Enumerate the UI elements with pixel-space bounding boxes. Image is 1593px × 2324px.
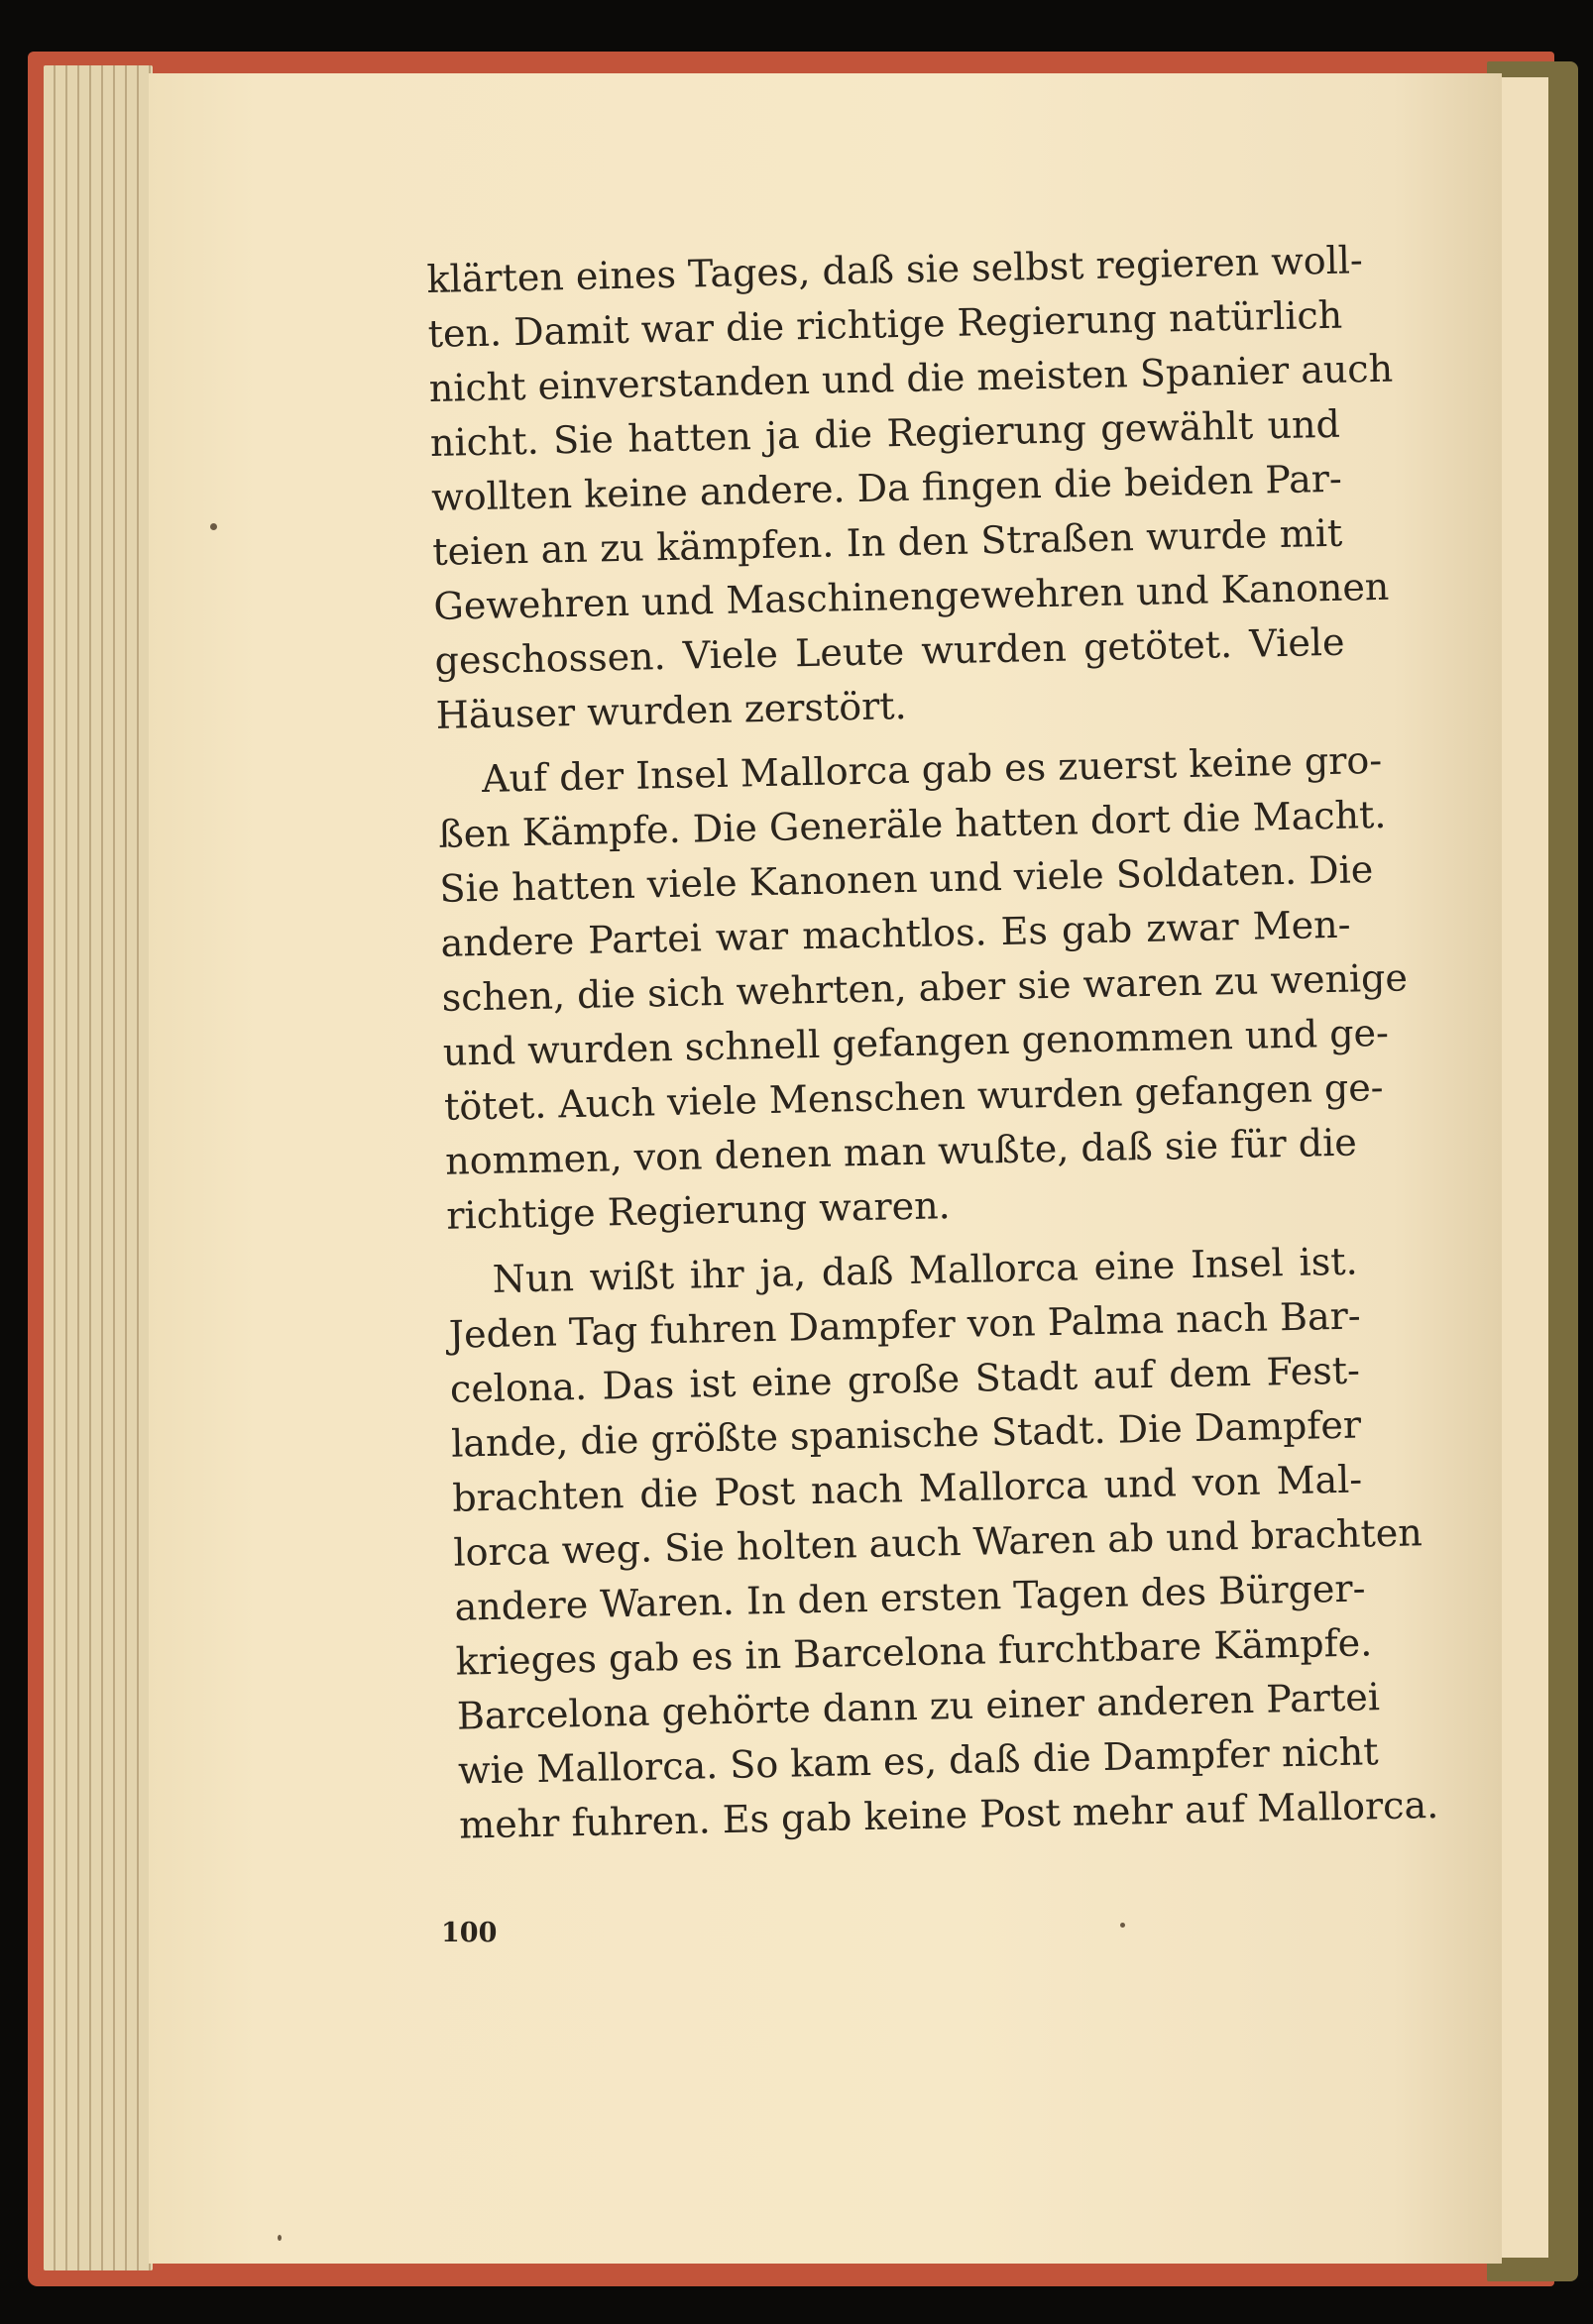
text-line: brachten die Post nach Mallorca und von Mal- xyxy=(451,1457,1363,1520)
text-line: geschossen. Viele Leute wurden getötet. Viele xyxy=(434,619,1345,683)
text-line: lorca weg. Sie holten auch Waren ab und brachten xyxy=(453,1510,1423,1575)
text-line: tötet. Auch viele Menschen wurden gefangen ge- xyxy=(443,1064,1384,1129)
text-line: wollten keine andere. Da fingen die beiden Par- xyxy=(430,456,1343,519)
text-line: ßen Kämpfe. Die Generäle hatten dort die Macht. xyxy=(437,792,1387,856)
paper-speck xyxy=(1120,1923,1125,1928)
text-line: Nun wißt ihr ja, daß Mallorca eine Insel ist. xyxy=(492,1239,1358,1301)
text-line: nicht einverstanden und die meisten Spanier auch xyxy=(428,346,1394,410)
page-text xyxy=(426,234,1439,1863)
paragraph-3 xyxy=(447,1235,1439,1853)
text-line: andere Partei war machtlos. Es gab zwar Men- xyxy=(440,902,1351,965)
text-line: wie Mallorca. So kam es, daß die Dampfer nicht xyxy=(457,1729,1379,1793)
text-line: teien an zu kämpfen. In den Straßen wurde mit xyxy=(431,510,1343,574)
text-line: Gewehren und Maschinengewehren und Kanonen xyxy=(433,564,1390,628)
text-line: ten. Damit war die richtige Regierung natürlich xyxy=(427,292,1343,356)
text-line: schen, die sich wehrten, aber sie waren zu wenige xyxy=(441,955,1409,1020)
text-line: Sie hatten viele Kanonen und viele Soldaten. Die xyxy=(438,847,1374,911)
text-line: krieges gab es in Barcelona furchtbare Kämpfe. xyxy=(455,1620,1373,1684)
text-line: und wurden schnell gefangen genommen und ge- xyxy=(442,1010,1390,1074)
text-line: Häuser wurden zerstört. xyxy=(435,683,908,737)
facing-page-edge xyxy=(1495,77,1548,2258)
paper-speck xyxy=(210,523,217,530)
text-line: Auf der Insel Mallorca gab es zuerst keine gro- xyxy=(481,737,1383,801)
text-line: Barcelona gehörte dann zu einer anderen Partei xyxy=(456,1675,1381,1738)
text-line: andere Waren. In den ersten Tagen des Bürger- xyxy=(454,1566,1366,1629)
text-line: lande, die größte spanische Stadt. Die Dampfer xyxy=(450,1402,1362,1466)
paper-speck xyxy=(278,2235,282,2241)
text-line: nommen, von denen man wußte, daß sie für die xyxy=(444,1120,1358,1183)
text-line: celona. Das ist eine große Stadt auf dem Fest- xyxy=(449,1348,1361,1411)
text-line: mehr fuhren. Es gab keine Post mehr auf Mallorca. xyxy=(458,1782,1439,1847)
page-edges xyxy=(44,65,153,2270)
text-line: klärten eines Tages, daß sie selbst regieren woll- xyxy=(426,238,1364,301)
text-line: nicht. Sie hatten ja die Regierung gewählt und xyxy=(429,401,1341,465)
paragraph-1 xyxy=(426,234,1394,743)
page-number: 100 xyxy=(441,1918,498,1948)
text-line: Jeden Tag fuhren Dampfer von Palma nach Bar- xyxy=(448,1293,1362,1357)
paragraph-2 xyxy=(437,734,1409,1244)
text-line: richtige Regierung waren. xyxy=(445,1183,952,1238)
